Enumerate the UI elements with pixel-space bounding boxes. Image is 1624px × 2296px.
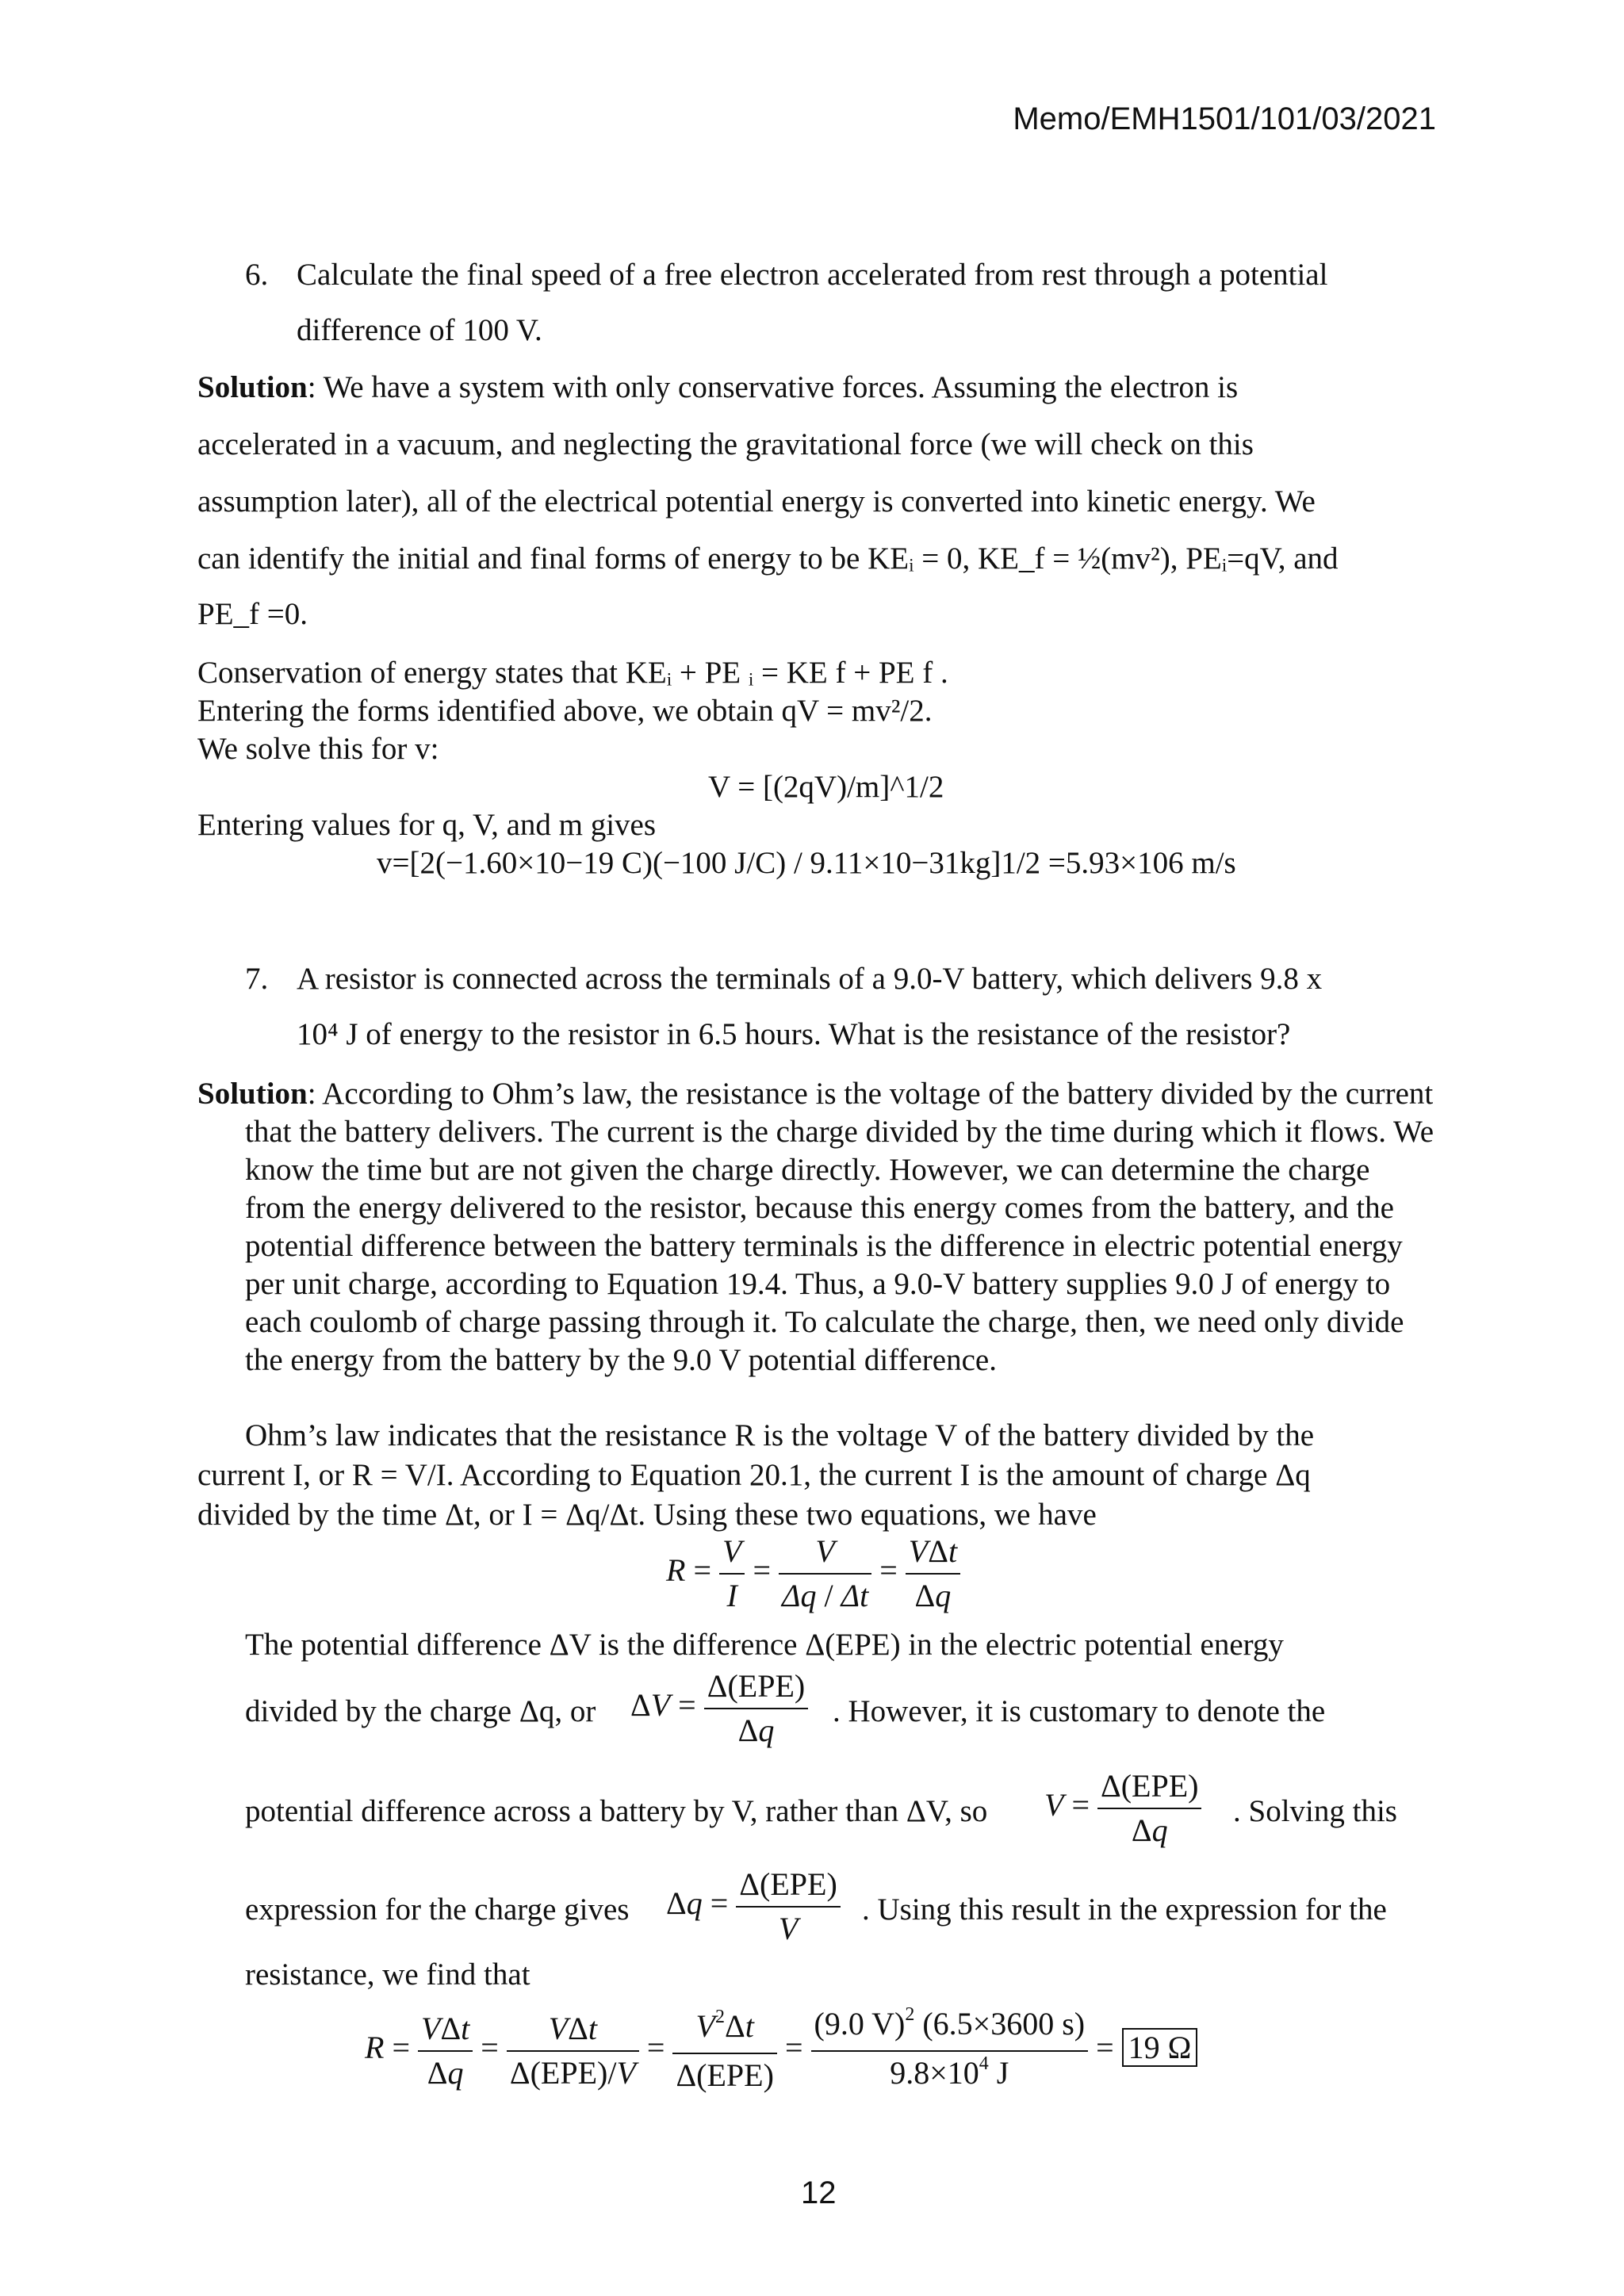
question-6-solution-line-2: accelerated in a vacuum, and neglecting the gravitational force (we will check on this [197,427,1254,461]
question-6-line-2: difference of 100 V. [297,313,542,347]
potential-difference-line-3b: . Solving this [1233,1794,1397,1828]
question-6-solution-line-5: PE_f =0. [197,597,308,631]
solution-label: Solution [197,370,308,404]
potential-difference-line-2a: divided by the charge Δq, or [245,1694,596,1728]
solve-for-v-line: We solve this for v: [197,732,439,766]
potential-difference-line-4b: . Using this result in the expression for the [862,1892,1387,1927]
document-code: Memo/EMH1501/101/03/2021 [1013,101,1436,136]
final-resistance-equation: R = $\frac{\text{VΔt}}{\Delta q}$ = $\frac{\text{VΔt}}{\text{Δ(EPE)/V}}$ = $\frac{V^2\Delta t}{\text{Δ(EPE)}}$ = $\frac{(9.0 V)^2 (6.5\times 3600 s)}{9.8\times 10^4 J}$ = 19 Ω [365,2003,1197,2099]
question-7-solution [197,1075,1434,1380]
entering-values-line: Entering values for q, V, and m gives [197,808,657,842]
question-6-solution-line-4: can identify the initial and final forms of energy to be KEᵢ = 0, KE_f = ½(mv²), PEᵢ=qV, and [197,541,1339,576]
question-6-solution-line-1: Solution: We have a system with only conservative forces. Assuming the electron is [197,370,1239,404]
potential-difference-line-2b: . However, it is customary to denote the [833,1694,1326,1728]
resistance-equation-1: R = $\frac{V}{I}$ = $\frac{V}{\Delta q / \Delta t}$ = $\frac{\text{VΔt}}{\Delta q}$ [666,1530,960,1617]
answer-box: 19 Ω [1122,2028,1198,2067]
charge-equation: Δq = $\frac{\text{Δ(EPE)}}{V}$ [666,1863,841,1950]
question-7-line-1: A resistor is connected across the terminals of a 9.0-V battery, which delivers 9.8 x [297,962,1323,996]
solution-paragraph: Solution: According to Ohm’s law, the resistance is the voltage of the battery divided by the current that the battery delivers. The current is the charge divided by the time during which it flows. We know the time but are not given the charge directly. However, we can determine the charge from the energy delivered to the resistor, because this energy comes from the battery, and the potential difference between the battery terminals is the difference in electric potential energy per unit charge, according to Equation 19.4. Thus, a 9.0-V battery supplies 9.0 J of energy to each coulomb of charge passing through it. To calculate the charge, then, we need only divide the energy from the battery by the 9.0 V potential difference. [197,1077,1434,1377]
question-6-number: 6. [245,258,269,292]
potential-difference-line-1: The potential difference ΔV is the difference Δ(EPE) in the electric potential energy [245,1628,1284,1662]
entering-forms-line: Entering the forms identified above, we obtain qV = mv²/2. [197,694,933,728]
question-6-solution-line-3: assumption later), all of the electrical potential energy is converted into kinetic energy. We [197,484,1316,519]
delta-v-equation: ΔV = $\frac{\text{Δ(EPE)}}{\Delta q}$ [630,1665,808,1752]
ohm-line-3: divided by the time Δt, or I = Δq/Δt. Using these two equations, we have [197,1498,1097,1532]
potential-difference-line-3a: potential difference across a battery by V, rather than ΔV, so [245,1794,988,1828]
question-7-number: 7. [245,962,269,996]
potential-difference-line-5: resistance, we find that [245,1957,530,1992]
ohm-line-1: Ohm’s law indicates that the resistance R is the voltage V of the battery divided by the [245,1418,1315,1452]
question-7-line-2: 10⁴ J of energy to the resistor in 6.5 hours. What is the resistance of the resistor? [297,1017,1291,1051]
conservation-line: Conservation of energy states that KEᵢ + PE ᵢ = KE f + PE f . [197,656,948,690]
v-equation: V = $\frac{\text{Δ(EPE)}}{\Delta q}$ [1044,1765,1201,1852]
potential-difference-line-4a: expression for the charge gives [245,1892,630,1927]
page-number: 12 [801,2175,837,2210]
speed-equation: V = [(2qV)/m]^1/2 [708,770,944,804]
ohm-line-2: current I, or R = V/I. According to Equation 20.1, the current I is the amount of charge Δq [197,1458,1311,1492]
question-6-line-1: Calculate the final speed of a free electron accelerated from rest through a potential [297,258,1328,292]
solution-label: Solution [197,1077,308,1111]
speed-result: v=[2(−1.60×10−19 C)(−100 J/C) / 9.11×10−31kg]1/2 =5.93×106 m/s [377,846,1236,880]
